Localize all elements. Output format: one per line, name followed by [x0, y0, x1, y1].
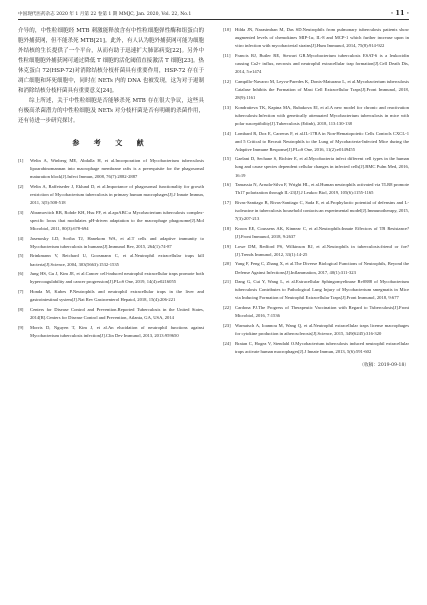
reference-number: [12] — [223, 78, 231, 84]
reference-item — [223, 340, 409, 356]
reference-text: Honda M, Kubes P.Neutrophils and neutrophil extracellular traps in the liver and gastrointestinal system[J].Nat Rev Gastroenterol Hepatol, 2018, 15(4):206-221 — [30, 288, 204, 303]
reference-text: Welin A, Raffetseder J, Eklund D, et al.Importance of phagosomal functionality for growth restriction of Mycobacterium tuberculosis in primary human macrophages[J].J Innate Immun, 2011, 3(5):508-518 — [30, 183, 204, 206]
reference-item — [223, 78, 409, 102]
right-column — [223, 26, 409, 368]
reference-text: Hilda JN, Narasimhan M, Das SD.Neutrophils from pulmonary tuberculosis patients show augmented levels of chemokines MIP-1α, IL-8 and MCP-1 which further increase upon in vitro infection with mycobacterial strains[J].Hum Immunol, 2014, 75(8):914-922 — [235, 27, 409, 49]
reference-number: [3] — [18, 209, 24, 215]
reference-item — [18, 270, 204, 286]
reference-item — [223, 26, 409, 50]
reference-text: Gaelani D, Sechane S, Richter E, et al.Mycobacteria infect different cell types in the human lung and cause species dependent cellular changes in infected cells[J].BMC Pulm Med, 2016, 16:19 — [235, 156, 409, 178]
reference-text: Dang G, Cui Y, Wang L, et al.Extracellular Sphingomyelinase Rv0888 of Mycobacterium tuberculosis Contributes to Pathological Lung Injury of Mycobacterium smegmatis in Mice via Inducing Formation of Neutrophil Extracellular Traps[J].Front Immunol, 2018, 9:677 — [235, 279, 409, 301]
reference-text: Kroon EE, Coussens AK, Kinnear C, et al.Neutrophils:Innate Effectors of TB Resistance?[J].Front Immunol, 2018, 9:2637 — [235, 225, 409, 239]
reference-item — [223, 243, 409, 259]
reference-text: Centers for Disease Control and Prevention.Reported Tuberculosis in the United States, 2014[R].Centers for Disease Control and Prevention, Atlanta, GA, USA, 2014 — [30, 306, 204, 320]
reference-item — [18, 288, 204, 304]
reference-number: [1] — [18, 158, 24, 163]
reference-number: [4] — [18, 235, 24, 241]
reference-text: Lombard R, Doz E, Carreras F, et al.IL-17RA in Non-Hematopoietic Cells Controls CXCL-1 and 5 Critical to Recruit Neutrophils to the Lung of Mycobacteria-Infected Mice during the Adaptive Immune Response[J].PLoS One, 2016, 11(2):e0149455 — [235, 130, 409, 152]
body-paragraph: 综上所述，关于中性粒细胞是否能够杀死 MTB 存在很大争议，这些具有极高杀菌潜力的中性粒细胞及 NETs 对分枝杆菌是否有明确的杀菌作用，还有待进一步研究探讨。 — [18, 98, 204, 124]
reference-text: Warnatsch A, Ioannou M, Wang Q, et al.Neutrophil extracellular traps license macrophages for cytokine production in atherosclerosis[J].Science, 2015, 349(6245):316-320 — [235, 322, 409, 336]
reference-number: [2] — [18, 183, 24, 189]
reference-text: Jasenosky LD, Scriba TJ, Hanekom WA, et al.T cells and adaptive immunity to Mycobacterium tuberculosis in humans[J].Immunol Rev, 2015, 264(1):74-87 — [30, 235, 204, 249]
reference-text: Tamassia N, Arruda-Silva F, Wright HL, et al.Human neutrophils activated via TLR8 promote Th17 polarization through IL-23[J].J Leukoc Biol, 2019, 105(6):1155-1165 — [235, 182, 409, 196]
reference-text: Lowe DM, Redford PS, Wilkinson RJ, et al.Neutrophils in tuberculosis:friend or foe?[J].Trends Immunol, 2012, 33(1):14-25 — [235, 243, 409, 257]
reference-item — [223, 199, 409, 223]
reference-item — [18, 252, 204, 268]
left-column — [18, 26, 204, 368]
reference-number: [9] — [18, 324, 24, 330]
reference-item — [223, 260, 409, 276]
reference-item — [223, 52, 409, 76]
journal-citation: 中国现代医药杂志 2020 年 1 月第 22 卷第 1 期 MMJC, Jan. 2020, Vol. 22, No.1 — [18, 12, 192, 17]
reference-number: [10] — [223, 27, 231, 32]
reference-text: Jung HS, Gu J, Kim JE, et al.Cancer cell-induced neutrophil extracellular traps promote both hypercoagulability and cancer progression[J].PLoS One, 2019, 14(4):e0216055 — [30, 271, 204, 285]
references-title: 参 考 文 献 — [72, 139, 150, 147]
reference-number: [11] — [223, 52, 231, 58]
reference-item — [18, 157, 204, 181]
reference-text: Campillo-Navarro M, Leyva-Paredes K, Donis-Maturano L, et al.Mycobacterium tuberculosis Catalase Inhibits the Formation of Mast Cell Extracellular Traps[J].Front Immunol, 2018, 28(9):1161 — [235, 78, 409, 100]
reference-list-left — [18, 157, 204, 340]
reference-item — [223, 225, 409, 241]
reference-list-right — [223, 26, 409, 356]
reference-text: Brinkmann V, Reichard U, Goosmann C, et al.Neutrophil extracellular traps kill bacteria[J].Science, 2004, 303(5663):1532-1535 — [30, 253, 204, 267]
reference-text: Cardona PJ.The Progress of Therapeutic Vaccination with Regard to Tuberculosis[J].Front Microbiol, 2016, 7:1536 — [235, 305, 409, 319]
received-date: （收稿：2019-09-18） — [359, 362, 409, 368]
reference-text: Yang F, Feng C, Zhang X, et al.The Diverse Biological Functions of Neutrophils, Beyond the Defense Against Infections[J].Inflammation, 2017, 40(1):311-323 — [235, 261, 409, 275]
reference-number: [17] — [223, 200, 231, 206]
reference-number: [13] — [223, 104, 231, 110]
body-text — [18, 26, 204, 126]
reference-item — [223, 181, 409, 197]
reference-item — [223, 304, 409, 320]
reference-number: [23] — [223, 322, 231, 328]
reference-number: [6] — [18, 271, 24, 277]
reference-number: [24] — [223, 340, 231, 346]
reference-number: [5] — [18, 253, 24, 259]
reference-item — [223, 130, 409, 154]
reference-number: [20] — [223, 261, 231, 267]
reference-item — [18, 306, 204, 322]
page-number: · 11 · — [390, 9, 409, 17]
reference-text: Abramovitch RB, Rohde KH, Hsu FF, et al.aprABC:a Mycobacterium tuberculosis complex-specific locus that modulates pH-driven adaptation to the macrophage phagosome[J].Mol Microbiol, 2011, 80(3):678-694 — [30, 209, 204, 231]
reference-item — [223, 104, 409, 128]
reference-number: [7] — [18, 288, 24, 294]
reference-number: [21] — [223, 279, 231, 285]
reference-number: [18] — [223, 225, 231, 231]
reference-text: Welin A, Winberg ME, Abdalla H, et al.Incorporation of Mycobacterium tuberculosis lipoarabinomannan into macrophage membrane rafts is a prerequisite for the phagosomal maturation block[J].Infect Immun, 2008, 76(7):2882-2887 — [30, 158, 204, 180]
two-column-body — [18, 26, 409, 368]
reference-number: [15] — [223, 156, 231, 162]
reference-text: Morris D, Nguyen T, Kim J, et al.An elucidation of neutrophil functions against Mycobacterium tuberculosis infection[J].Clin Dev Immunol, 2013, 2013:959650 — [30, 324, 204, 338]
reference-item — [223, 155, 409, 179]
reference-number: [16] — [223, 182, 231, 188]
reference-number: [22] — [223, 305, 231, 311]
reference-item — [18, 209, 204, 233]
reference-text: Francis RJ, Butler RE, Stewart GR.Mycobacterium tuberculosis ESAT-6 is a leukocidin causing Ca2+ influx, necrosis and neutrophil extracellular trap formation[J].Cell Death Dis, 2014, 5:e1474 — [235, 52, 409, 75]
body-paragraph: 介导的，中性粒细胞经 MTB 刺激能释放含有中性粒细胞弹性酶和组蛋白的胞外捕获网，但不能杀死 MTB[21]。此外，有人认为胞外捕获网可能为细胞外结核的生长提供了一个平台，从而有助于迅速扩大肺部病变[22]。另外中性粒细胞胞外捕获网可通过降低 T 细胞的活化阈值直接激活 T 细胞[23]。热休克蛋白 72(HSP-72)对消除结核分枝杆菌具有重要作用，HSP-72 存在于凋亡细胞和坏死细胞中，同时在 NETs 内的 DNA 也被发现，这为对于遏制和消除结核分枝杆菌具有重要意义[24]。 — [18, 28, 204, 94]
reference-number: [19] — [223, 243, 231, 249]
reference-item — [18, 324, 204, 340]
reference-text: Kondratieva TK, Kapina MA, Rubakova EI, et al.A new model for chronic and reactivation tuberculosis:Infection with genetically attenuated Mycobacterium tuberculosis in mice with polar susceptibility[J].Tuberculosis (Edinb), 2018, 113:130-138 — [235, 104, 409, 126]
reference-number: [14] — [223, 130, 231, 136]
reference-item — [223, 278, 409, 302]
header-rule — [18, 19, 409, 20]
running-header — [18, 9, 409, 17]
reference-text: Rivas-Santiago B, Rivas-Santiago C, Sada E, et al.Prophylactic potential of defensins and L-isoleucine in tuberculosis household contacts:an experimental model[J].Immunotherapy, 2015, 7(3):207-213 — [235, 200, 409, 222]
reference-text: Braian C, Hogea V, Stendahl O.Mycobacterium tuberculosis induced neutrophil extracellular traps activate human macrophages[J].J Innate Immun, 2013, 5(6):591-602 — [235, 340, 409, 354]
reference-item — [223, 322, 409, 338]
reference-item — [18, 235, 204, 251]
reference-number: [8] — [18, 306, 24, 312]
reference-item — [18, 183, 204, 207]
